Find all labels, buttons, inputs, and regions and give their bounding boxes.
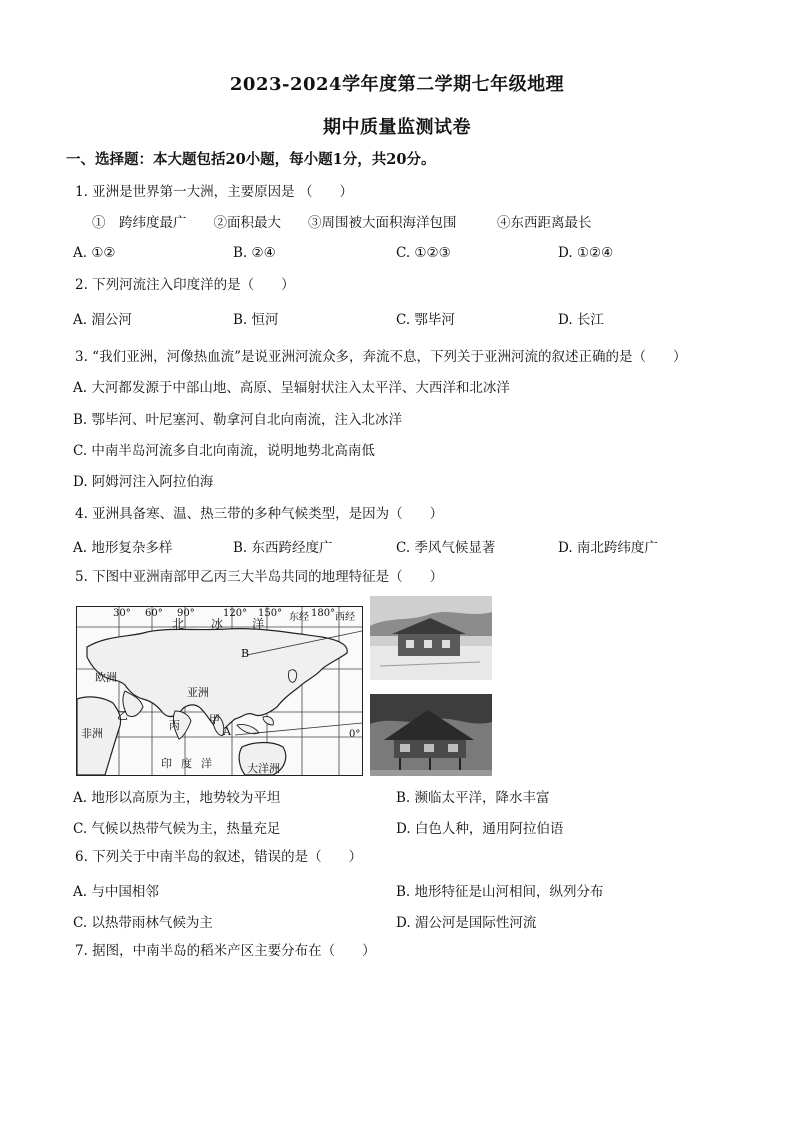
question-6-option-a[interactable]: A. 与中国相邻 bbox=[73, 884, 159, 900]
photo-cold-house bbox=[370, 596, 492, 680]
question-3-stem: 3. “我们亚洲，河像热血流”是说亚洲河流众多，奔流不息，下列关于亚洲河流的叙述正确的是（ ） bbox=[75, 349, 687, 365]
map-point-b-label: B bbox=[241, 647, 250, 660]
map-oceania-label: 大洋洲 bbox=[247, 762, 280, 775]
question-1-option-a[interactable]: A. ①② bbox=[73, 245, 116, 261]
map-lon-180-label: 180° bbox=[311, 608, 336, 619]
section-heading: 一、选择题：本大题包括20小题，每小题1分，共20分。 bbox=[66, 151, 436, 168]
question-7-stem: 7. 据图，中南半岛的稻米产区主要分布在（ ） bbox=[75, 943, 376, 959]
map-europe-label: 欧洲 bbox=[95, 671, 117, 684]
map-indian-ocean-char-3: 洋 bbox=[201, 757, 212, 770]
question-4-option-d[interactable]: D. 南北跨纬度广 bbox=[558, 540, 658, 556]
map-lon-90-label: 90° bbox=[177, 608, 195, 619]
map-arctic-ocean-char-3: 洋 bbox=[252, 617, 265, 631]
map-arctic-ocean-char-2: 冰 bbox=[211, 617, 224, 631]
question-1-option-b[interactable]: B. ②④ bbox=[233, 245, 276, 261]
exam-title-line2: 期中质量监测试卷 bbox=[323, 117, 471, 138]
question-5-option-c[interactable]: C. 气候以热带气候为主，热量充足 bbox=[73, 821, 281, 837]
asia-map-figure bbox=[76, 606, 363, 776]
question-1-option-d[interactable]: D. ①②④ bbox=[558, 245, 614, 261]
question-3-option-b[interactable]: B. 鄂毕河、叶尼塞河、勒拿河自北向南流，注入北冰洋 bbox=[73, 412, 403, 428]
question-1-option-c[interactable]: C. ①②③ bbox=[396, 245, 451, 261]
map-peninsula-jia-label: 甲 bbox=[209, 713, 220, 726]
question-6-option-d[interactable]: D. 湄公河是国际性河流 bbox=[396, 915, 537, 931]
question-3-option-d[interactable]: D. 阿姆河注入阿拉伯海 bbox=[73, 474, 214, 490]
question-6-stem: 6. 下列关于中南半岛的叙述，错误的是（ ） bbox=[75, 849, 363, 865]
question-1-statements: ① 跨纬度最广 ②面积最大 ③周围被大面积海洋包围 ④东西距离最长 bbox=[92, 215, 592, 231]
question-2-option-a[interactable]: A. 湄公河 bbox=[73, 312, 132, 328]
map-equator-label: 0° bbox=[349, 729, 361, 740]
question-3-option-c[interactable]: C. 中南半岛河流多自北向南流，说明地势北高南低 bbox=[73, 443, 375, 459]
map-peninsula-bing-label: 丙 bbox=[169, 719, 180, 732]
map-peninsula-yi-label: 乙 bbox=[117, 709, 128, 722]
question-2-stem: 2. 下列河流注入印度洋的是（ ） bbox=[75, 277, 295, 293]
question-3-option-a[interactable]: A. 大河都发源于中部山地、高原、呈辐射状注入太平洋、大西洋和北冰洋 bbox=[73, 380, 510, 396]
question-4-option-b[interactable]: B. 东西跨经度广 bbox=[233, 540, 333, 556]
map-lon-30-label: 30° bbox=[113, 608, 131, 619]
question-2-option-b[interactable]: B. 恒河 bbox=[233, 312, 279, 328]
question-5-stem: 5. 下图中亚洲南部甲乙丙三大半岛共同的地理特征是（ ） bbox=[75, 569, 444, 585]
map-asia-label: 亚洲 bbox=[187, 686, 209, 699]
exam-title-line1: 2023-2024学年度第二学期七年级地理 bbox=[229, 74, 565, 95]
question-4-stem: 4. 亚洲具备寒、温、热三带的多种气候类型，是因为（ ） bbox=[75, 506, 444, 522]
question-5-option-a[interactable]: A. 地形以高原为主，地势较为平坦 bbox=[73, 790, 281, 806]
map-arctic-ocean-char-1: 北 bbox=[172, 617, 185, 631]
map-lon-60-label: 60° bbox=[145, 608, 163, 619]
map-indian-ocean-char-1: 印 bbox=[161, 757, 172, 770]
map-lon-150-label: 150° bbox=[258, 608, 283, 619]
asia-map-drawing bbox=[77, 607, 362, 775]
question-5-option-d[interactable]: D. 白色人种，通用阿拉伯语 bbox=[396, 821, 564, 837]
question-4-option-c[interactable]: C. 季风气候显著 bbox=[396, 540, 496, 556]
question-4-option-a[interactable]: A. 地形复杂多样 bbox=[73, 540, 173, 556]
map-west-longitude-label: 西经 bbox=[335, 612, 355, 623]
map-point-a-label: A bbox=[223, 725, 231, 738]
map-africa-label: 非洲 bbox=[81, 727, 103, 740]
map-east-longitude-label: 东经 bbox=[289, 612, 309, 623]
question-2-option-c[interactable]: C. 鄂毕河 bbox=[396, 312, 455, 328]
question-2-option-d[interactable]: D. 长江 bbox=[558, 312, 604, 328]
question-6-option-b[interactable]: B. 地形特征是山河相间，纵列分布 bbox=[396, 884, 604, 900]
question-1-stem: 1. 亚洲是世界第一大洲，主要原因是 （ ） bbox=[75, 184, 353, 200]
map-indian-ocean-char-2: 度 bbox=[181, 757, 192, 770]
map-lon-120-label: 120° bbox=[223, 608, 248, 619]
photo-tropical-house bbox=[370, 694, 492, 776]
question-5-option-b[interactable]: B. 濒临太平洋，降水丰富 bbox=[396, 790, 550, 806]
question-6-option-c[interactable]: C. 以热带雨林气候为主 bbox=[73, 915, 213, 931]
